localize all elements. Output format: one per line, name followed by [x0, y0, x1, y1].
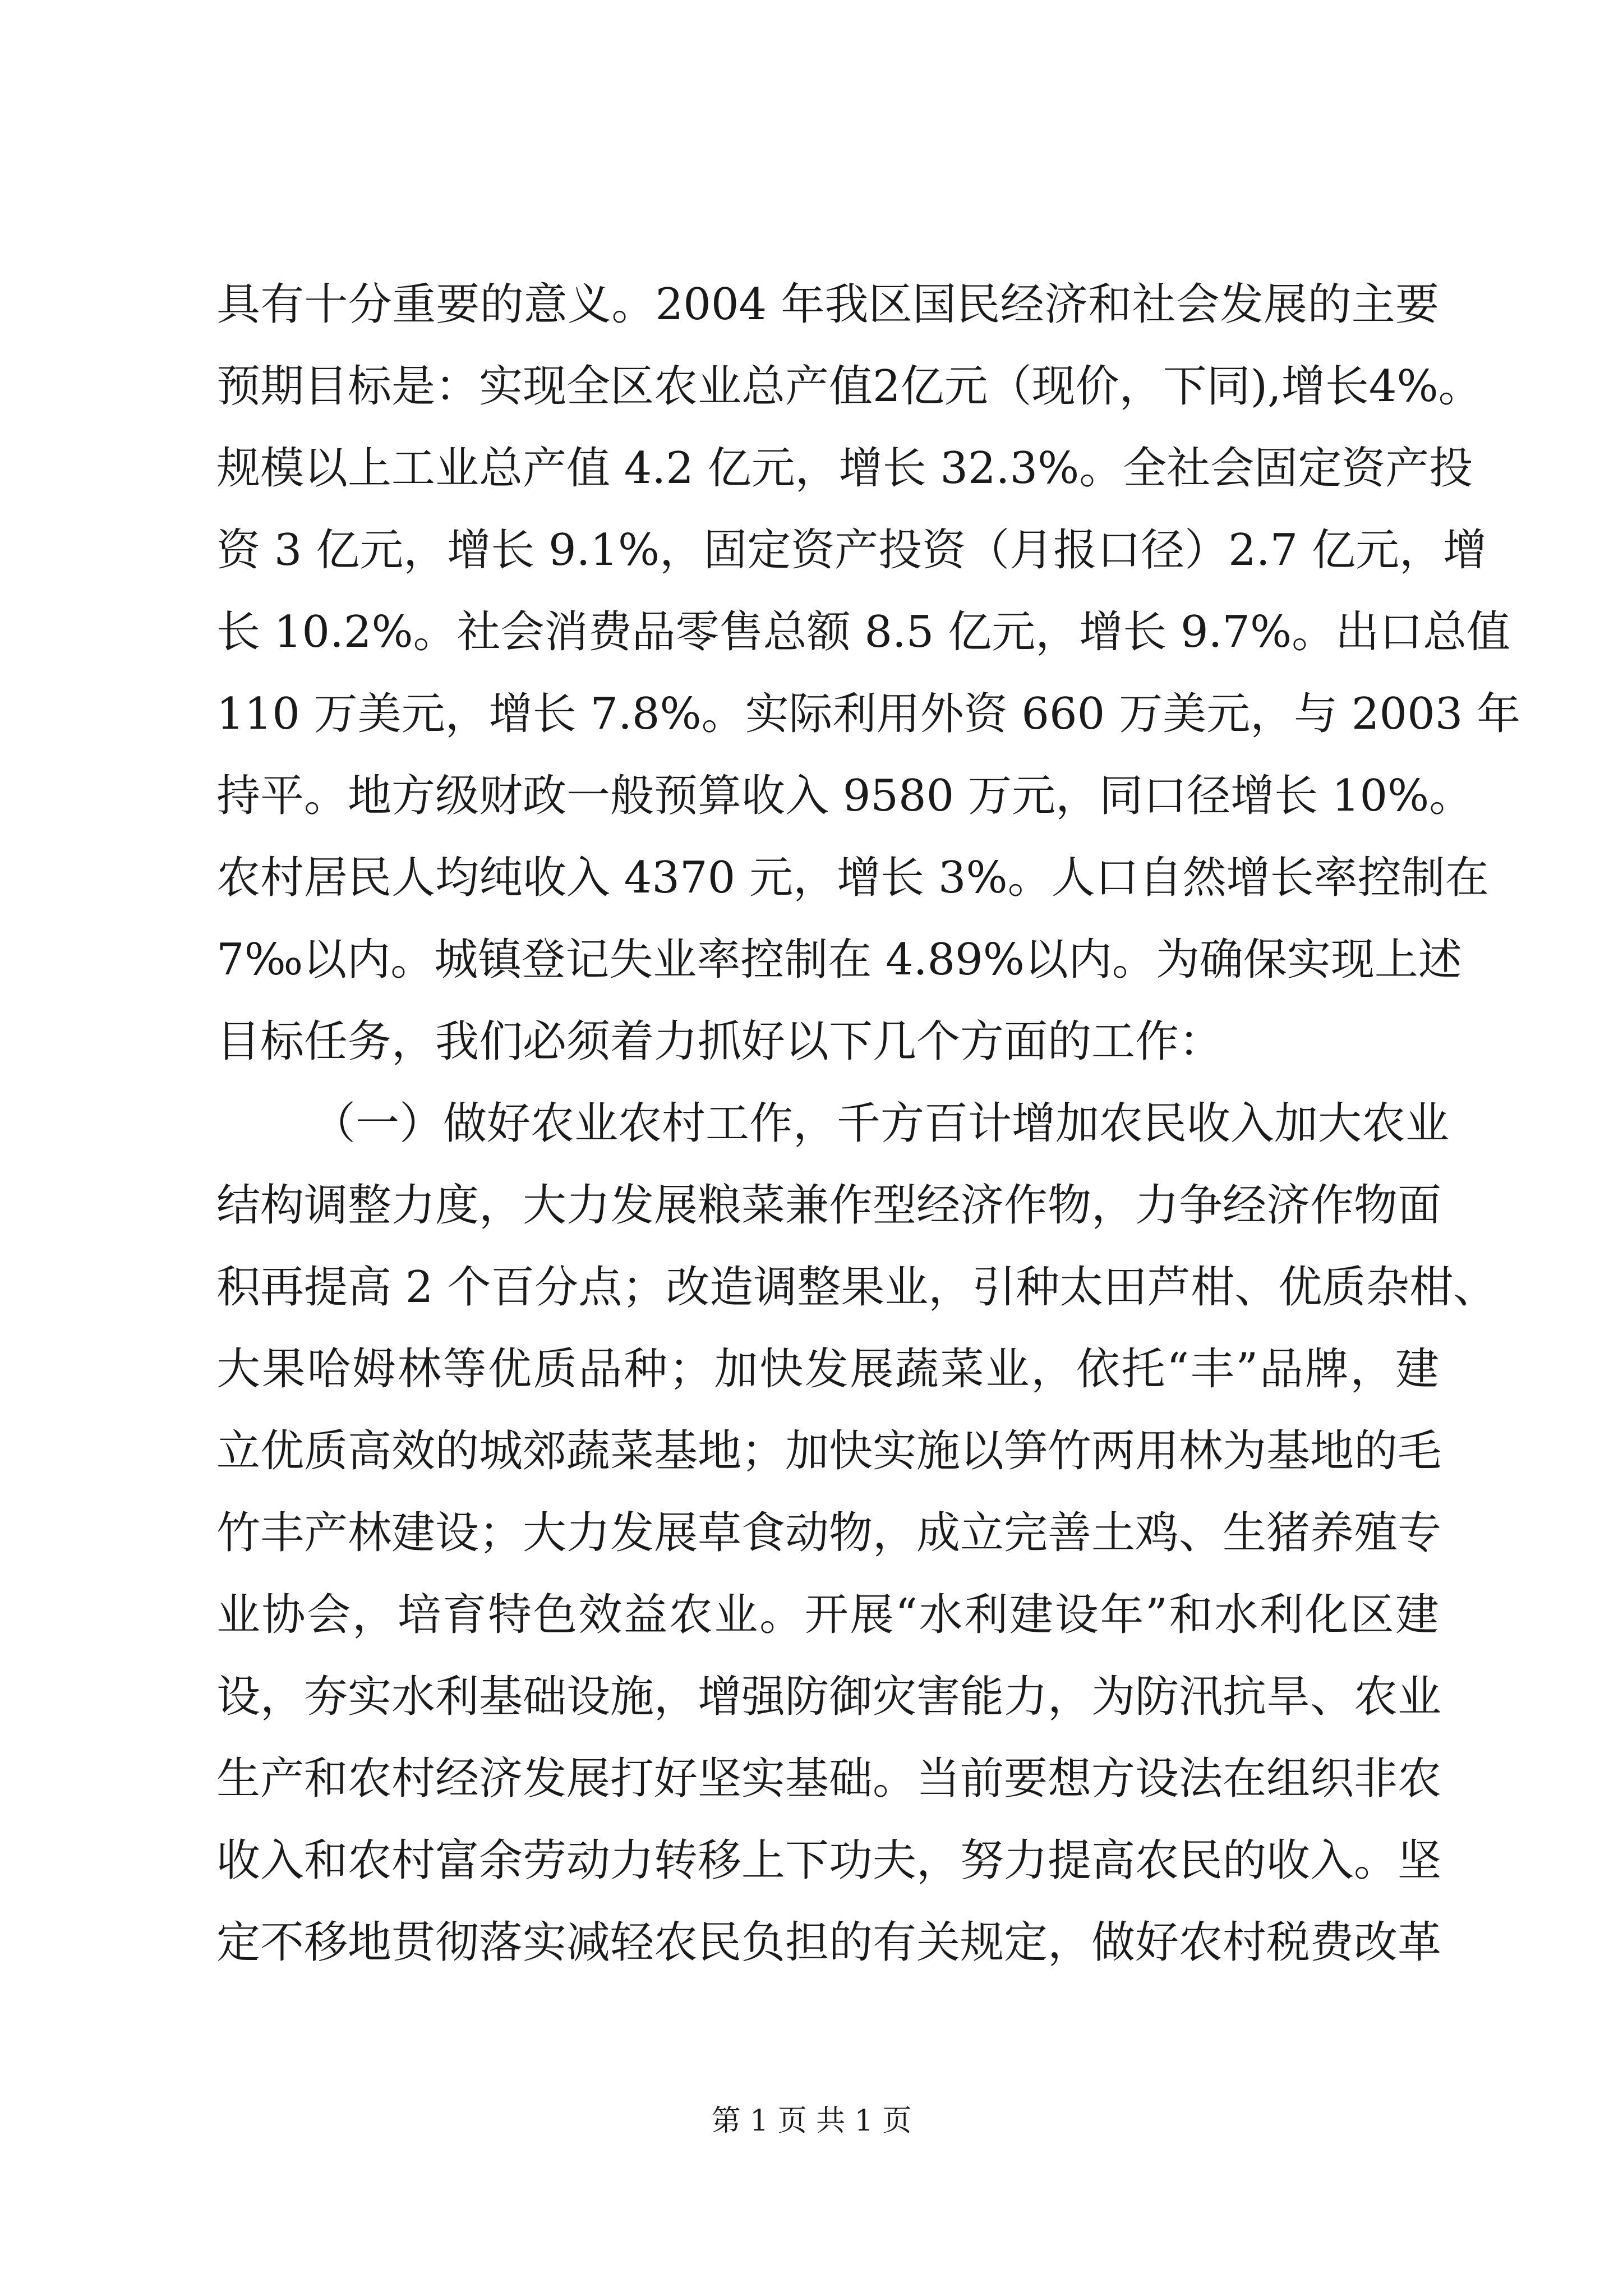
paragraph — [216, 264, 1521, 1083]
text-line: 具有十分重要的意义。2004 年我区国民经济和社会发展的主要 — [216, 279, 1439, 330]
paragraph — [216, 1083, 1497, 1984]
text-line: 长 10.2%。社会消费品零售总额 8.5 亿元，增长 9.7%。出口总值 — [216, 607, 1511, 657]
text-line: 规模以上工业总产值 4.2 亿元，增长 32.3%。全社会固定资产投 — [216, 443, 1473, 494]
text-line: （一）做好农业农村工作，千方百计增加农民收入加大农业 — [312, 1098, 1450, 1149]
text-line: 结构调整力度，大力发展粮菜兼作型经济作物，力争经济作物面 — [216, 1180, 1442, 1231]
text-line: 大果哈姆林等优质品种；加快发展蔬菜业，依托“丰”品牌，建 — [216, 1344, 1439, 1395]
text-line: 积再提高 2 个百分点；改造调整果业，引种太田芦柑、优质杂柑、 — [216, 1262, 1497, 1313]
text-line: 持平。地方级财政一般预算收入 9580 万元，同口径增长 10%。 — [216, 771, 1473, 821]
document-body — [216, 264, 1521, 1984]
page-footer: 第 1 页 共 1 页 — [711, 2104, 912, 2138]
text-line: 预期目标是：实现全区农业总产值2亿元（现价，下同),增长4%。 — [216, 361, 1482, 412]
text-line: 目标任务，我们必须着力抓好以下几个方面的工作： — [216, 1016, 1223, 1067]
text-line: 农村居民人均纯收入 4370 元，增长 3%。人口自然增长率控制在 — [216, 853, 1489, 903]
text-line: 生产和农村经济发展打好坚实基础。当前要想方设法在组织非农 — [216, 1754, 1442, 1804]
text-line: 竹丰产林建设；大力发展草食动物，成立完善土鸡、生猪养殖专 — [216, 1508, 1442, 1558]
text-line: 收入和农村富余劳动力转移上下功夫，努力提高农民的收入。坚 — [216, 1835, 1442, 1886]
text-line: 立优质高效的城郊蔬菜基地；加快实施以笋竹两用林为基地的毛 — [216, 1426, 1442, 1476]
text-line: 7‰以内。城镇登记失业率控制在 4.89%以内。为确保实现上述 — [216, 935, 1462, 985]
text-line: 定不移地贯彻落实减轻农民负担的有关规定，做好农村税费改革 — [216, 1917, 1442, 1968]
text-line: 设，夯实水利基础设施，增强防御灾害能力，为防汛抗旱、农业 — [216, 1672, 1442, 1722]
text-line: 110 万美元，增长 7.8%。实际利用外资 660 万美元，与 2003 年 — [216, 689, 1521, 739]
text-line: 业协会，培育特色效益农业。开展“水利建设年”和水利化区建 — [216, 1590, 1439, 1640]
text-line: 资 3 亿元，增长 9.1%，固定资产投资（月报口径）2.7 亿元，增 — [216, 525, 1487, 576]
